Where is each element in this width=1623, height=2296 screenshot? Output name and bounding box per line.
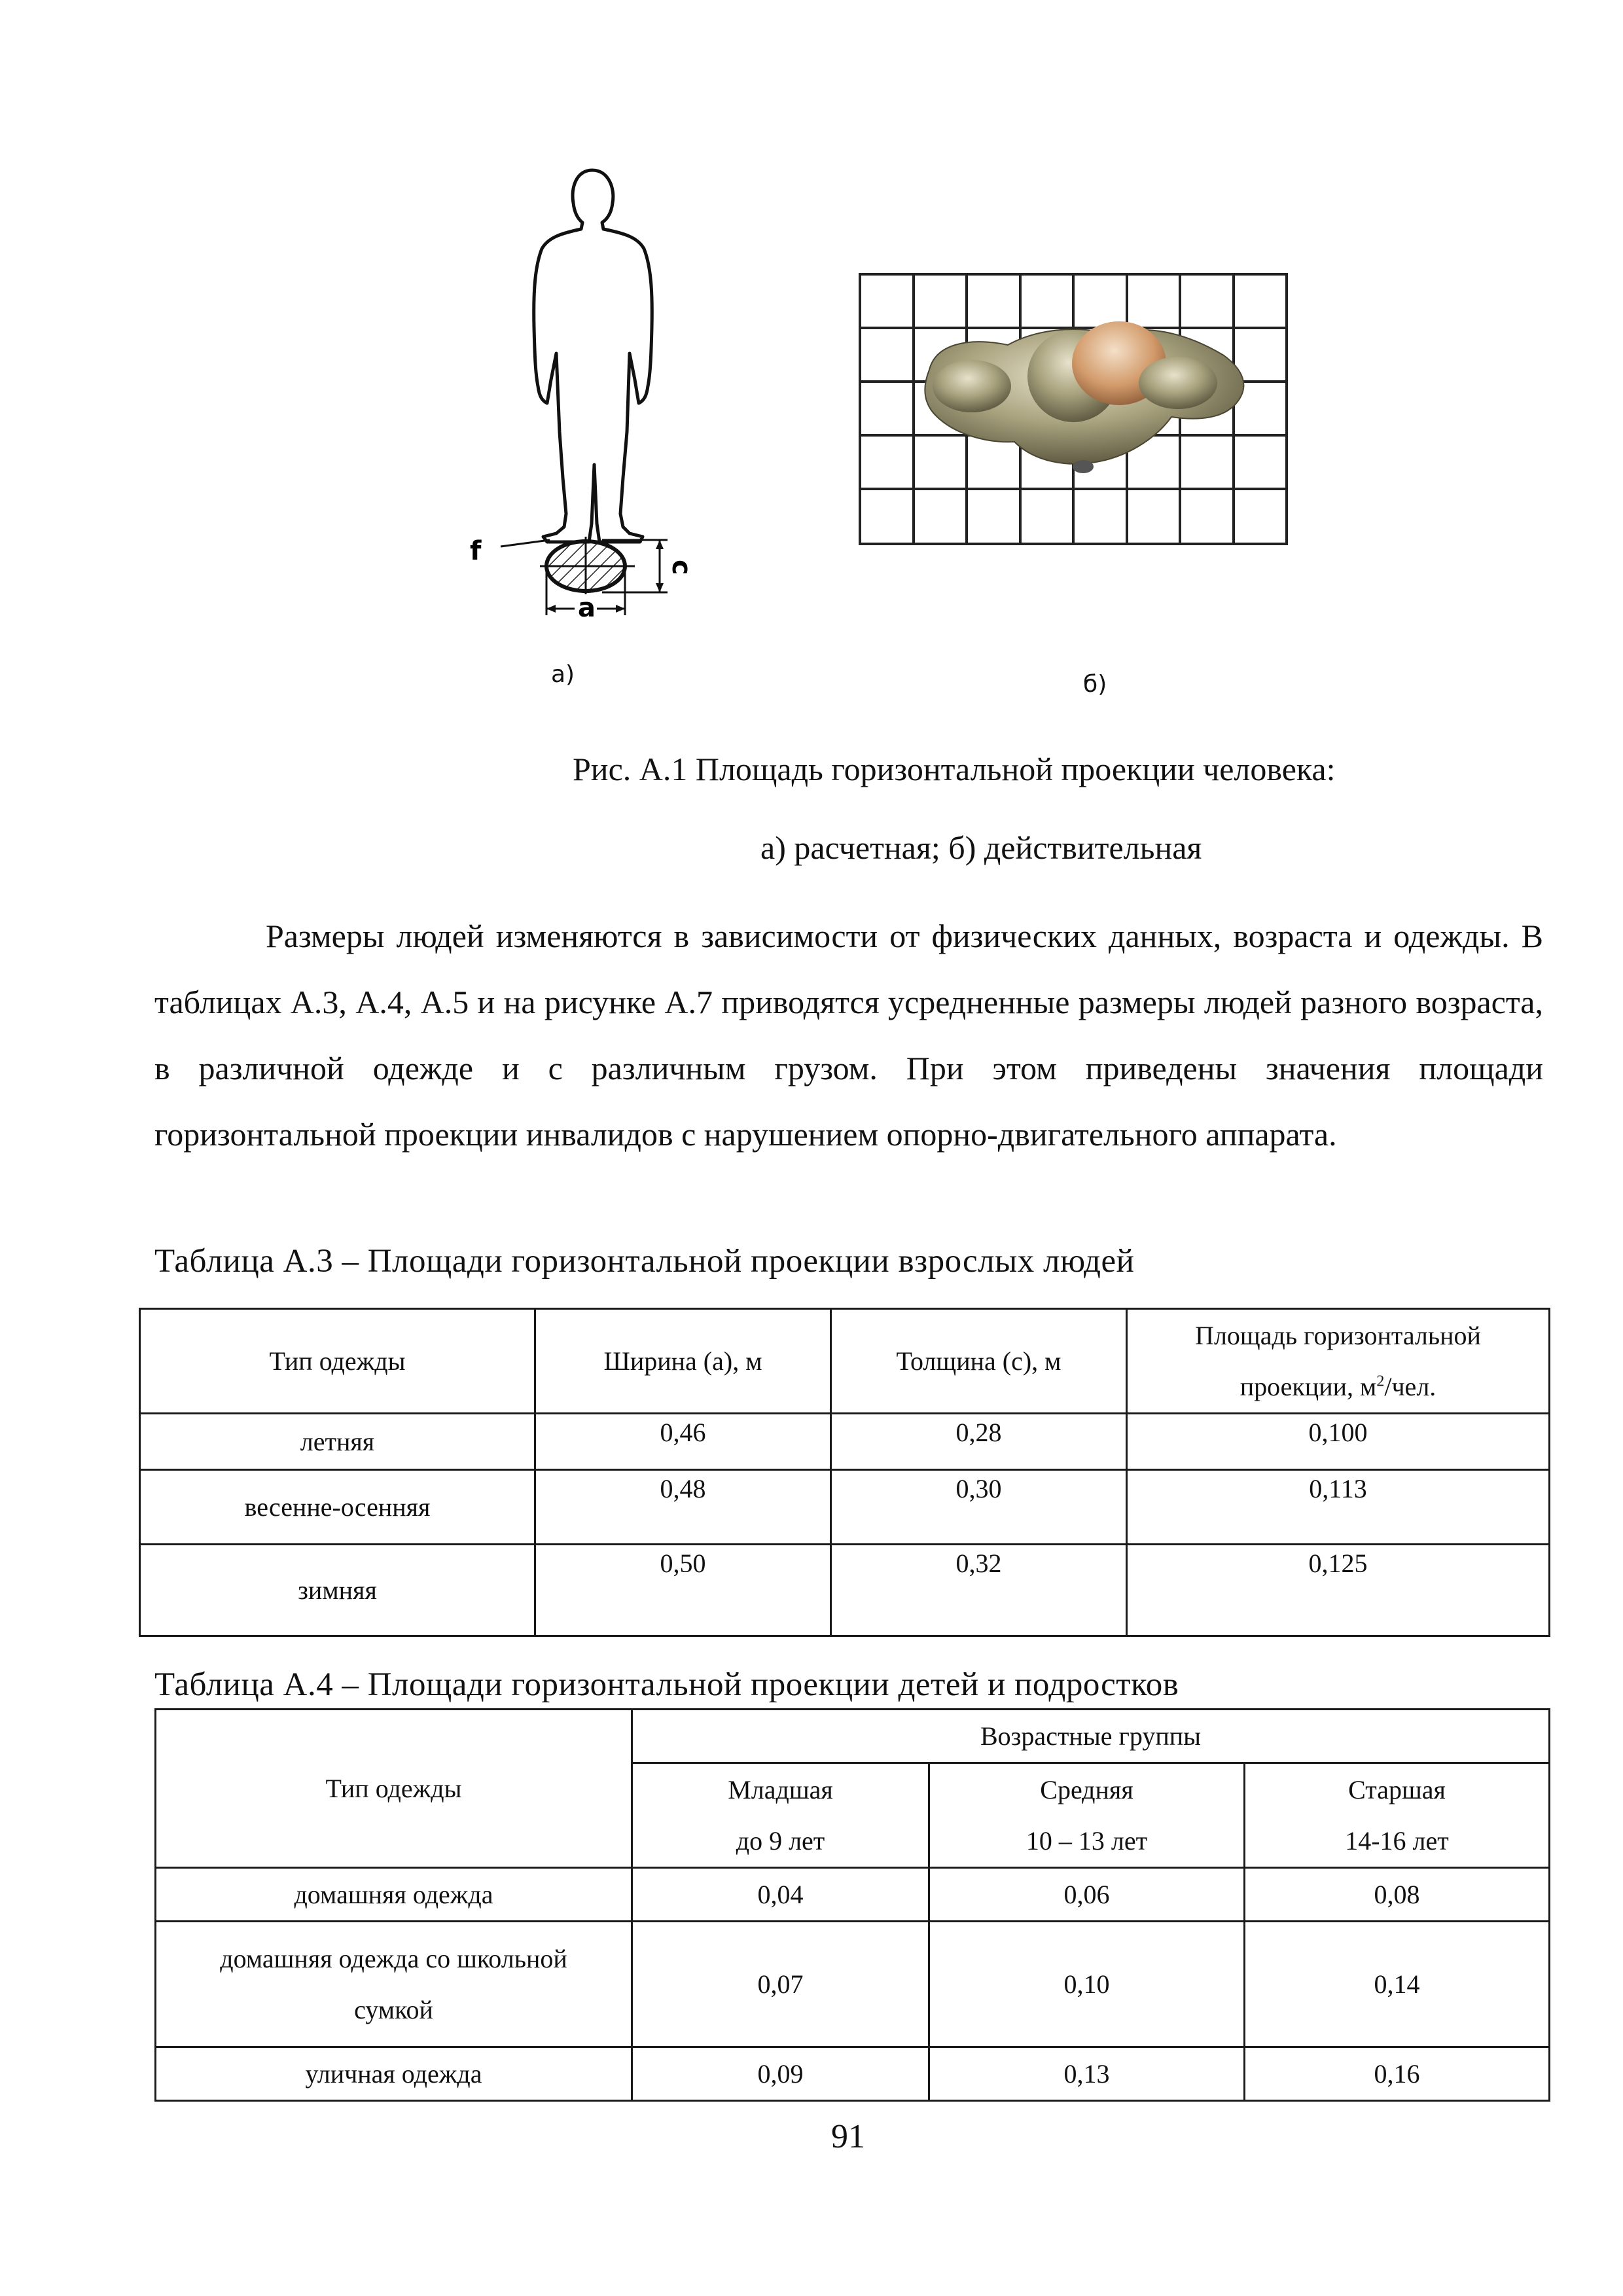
dimension-a-label: a bbox=[578, 593, 596, 623]
cell-clothing-line-1: домашняя одежда со школьной bbox=[220, 1943, 567, 1973]
cell-clothing: уличная одежда bbox=[156, 2047, 632, 2101]
cell-clothing-line-2: сумкой bbox=[354, 1994, 433, 2024]
cell-width: 0,50 bbox=[535, 1545, 831, 1636]
header-senior bbox=[1245, 1763, 1550, 1868]
figure-a-sublabel: а) bbox=[551, 661, 575, 688]
header-age-groups: Возрастные группы bbox=[632, 1710, 1550, 1763]
figure-a-silhouette bbox=[452, 157, 726, 628]
header-area-sup: 2 bbox=[1376, 1372, 1385, 1390]
cell-clothing: домашняя одежда bbox=[156, 1868, 632, 1922]
cell-junior: 0,04 bbox=[632, 1868, 929, 1922]
cell-clothing: весенне-осенняя bbox=[140, 1470, 535, 1545]
table-row bbox=[156, 1922, 1550, 2047]
table-a4-header-row-1 bbox=[156, 1710, 1550, 1763]
table-row bbox=[140, 1414, 1550, 1470]
cell-middle: 0,06 bbox=[929, 1868, 1245, 1922]
header-clothing-type: Тип одежды bbox=[140, 1309, 535, 1414]
header-junior bbox=[632, 1763, 929, 1868]
cell-clothing bbox=[156, 1922, 632, 2047]
page-number: 91 bbox=[831, 2118, 865, 2155]
table-row bbox=[156, 1868, 1550, 1922]
cell-thickness: 0,30 bbox=[831, 1470, 1127, 1545]
table-a4-title: Таблица А.4 – Площади горизонтальной проекции детей и подростков bbox=[154, 1666, 1179, 1703]
header-senior-range: 14-16 лет bbox=[1345, 1825, 1449, 1856]
cell-area: 0,113 bbox=[1127, 1470, 1550, 1545]
cell-clothing: летняя bbox=[140, 1414, 535, 1470]
header-area bbox=[1127, 1309, 1550, 1414]
header-area-line-1: Площадь горизонтальной bbox=[1195, 1320, 1481, 1350]
figure-caption-line-1: Рис. А.1 Площадь горизонтальной проекции человека: bbox=[573, 751, 1336, 787]
label-f bbox=[470, 536, 550, 566]
header-thickness: Толщина (с), м bbox=[831, 1309, 1127, 1414]
header-width: Ширина (а), м bbox=[535, 1309, 831, 1414]
header-area-suffix: /чел. bbox=[1384, 1371, 1436, 1401]
figure-b-sublabel: б) bbox=[1083, 671, 1107, 698]
header-middle-range: 10 – 13 лет bbox=[1026, 1825, 1148, 1856]
table-a3-header-row bbox=[140, 1309, 1550, 1414]
table-row bbox=[140, 1470, 1550, 1545]
cell-junior: 0,09 bbox=[632, 2047, 929, 2101]
header-area-line-2 bbox=[1128, 1361, 1548, 1412]
figure-b-projection bbox=[857, 272, 1289, 547]
body-paragraph: Размеры людей изменяются в зависимости от физических данных, возраста и одежды. В таблицах А.3, А.4, А.5 и на рисунке А.7 приводятся усредненные размеры людей разного возраста, в различной одежде и с различным грузом. При этом приведены значения площади горизонтальной проекции инвалидов с нарушением опорно-двигательного аппарата. bbox=[154, 918, 1543, 1153]
figure-caption-line-2: а) расчетная; б) действительная bbox=[760, 829, 1202, 866]
label-f-text: f bbox=[470, 536, 482, 566]
cell-area: 0,100 bbox=[1127, 1414, 1550, 1470]
cell-senior: 0,14 bbox=[1245, 1922, 1550, 2047]
table-row bbox=[156, 2047, 1550, 2101]
table-a3 bbox=[139, 1308, 1550, 1637]
header-middle bbox=[929, 1763, 1245, 1868]
cell-width: 0,46 bbox=[535, 1414, 831, 1470]
cell-senior: 0,08 bbox=[1245, 1868, 1550, 1922]
table-a4 bbox=[154, 1708, 1550, 2102]
header-middle-name: Средняя bbox=[1040, 1774, 1133, 1804]
cell-clothing: зимняя bbox=[140, 1545, 535, 1636]
header-clothing-type: Тип одежды bbox=[156, 1710, 632, 1868]
cell-thickness: 0,28 bbox=[831, 1414, 1127, 1470]
cell-senior: 0,16 bbox=[1245, 2047, 1550, 2101]
header-junior-name: Младшая bbox=[728, 1774, 833, 1804]
human-silhouette bbox=[534, 170, 652, 542]
cell-middle: 0,10 bbox=[929, 1922, 1245, 2047]
table-row bbox=[140, 1545, 1550, 1636]
cell-area: 0,125 bbox=[1127, 1545, 1550, 1636]
cell-width: 0,48 bbox=[535, 1470, 831, 1545]
projection-ellipse bbox=[540, 537, 635, 596]
header-senior-name: Старшая bbox=[1348, 1774, 1446, 1804]
cell-middle: 0,13 bbox=[929, 2047, 1245, 2101]
cell-junior: 0,07 bbox=[632, 1922, 929, 2047]
dimension-c-label: c bbox=[666, 560, 696, 575]
cell-thickness: 0,32 bbox=[831, 1545, 1127, 1636]
header-junior-range: до 9 лет bbox=[736, 1825, 825, 1856]
header-area-prefix: проекции, м bbox=[1240, 1371, 1377, 1401]
table-a3-title: Таблица А.3 – Площади горизонтальной проекции взрослых людей bbox=[154, 1243, 1135, 1280]
